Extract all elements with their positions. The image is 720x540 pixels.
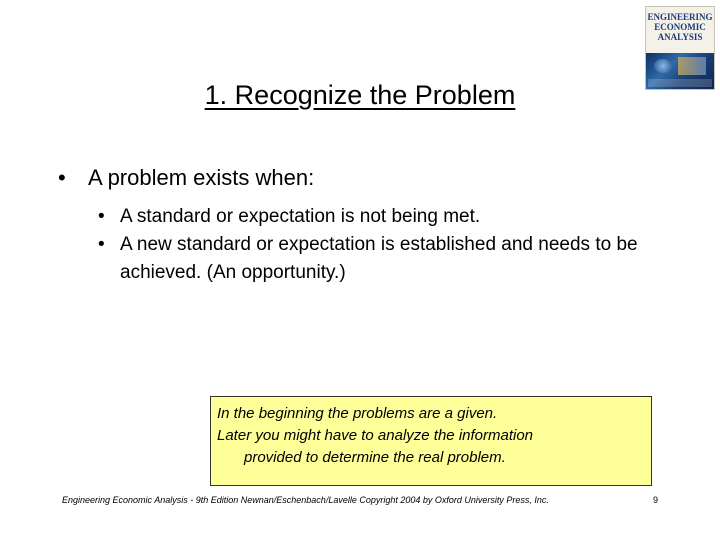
slide-title-text: 1. Recognize the Problem: [204, 80, 516, 110]
sub-bullet-list: [98, 203, 678, 287]
sub-bullet-item: [98, 203, 678, 231]
main-bullet-text: A problem exists when:: [88, 165, 315, 190]
footer-citation: Engineering Economic Analysis - 9th Edition Newnan/Eschenbach/Lavelle Copyright 2004 by Oxford University Press, Inc.: [62, 495, 549, 505]
sub-bullet-item: [98, 231, 678, 287]
book-cover-title-line: ENGINEERING: [647, 12, 713, 22]
book-cover-title-line: ECONOMIC: [654, 22, 706, 32]
main-bullet: [58, 164, 314, 192]
sub-bullet-text: A new standard or expectation is established and needs to be achieved. (An opportunity.): [120, 234, 638, 283]
note-line: In the beginning the problems are a given.: [217, 405, 498, 422]
book-cover-title-line: ANALYSIS: [657, 32, 703, 42]
bullet-dot: •: [58, 165, 66, 190]
slide-title: [0, 78, 720, 112]
note-line: Later you might have to analyze the information: [217, 427, 534, 444]
note-line: provided to determine the real problem.: [244, 449, 506, 466]
bullet-dot: •: [98, 206, 105, 227]
bullet-dot: •: [98, 234, 105, 255]
note-callout-box: [210, 396, 652, 486]
sub-bullet-text: A standard or expectation is not being met.: [120, 206, 481, 227]
book-cover-title: [646, 12, 714, 42]
page-number: 9: [652, 495, 658, 505]
